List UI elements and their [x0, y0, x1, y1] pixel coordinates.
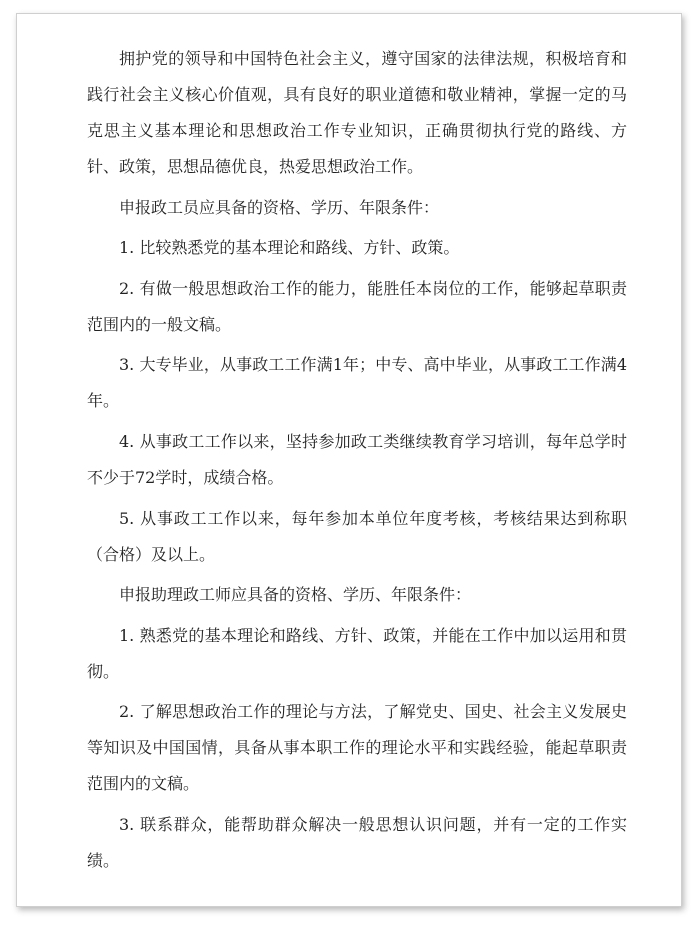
list-item: 5. 从事政工工作以来，每年参加本单位年度考核，考核结果达到称职（合格）及以上。 [87, 508, 627, 564]
document-body [87, 41, 627, 884]
paragraph-intro: 拥护党的领导和中国特色社会主义，遵守国家的法律法规，积极培育和践行社会主义核心价值观，具有良好的职业道德和敬业精神，掌握一定的马克思主义基本理论和思想政治工作专业知识，正确贯彻执行党的路线、方针、政策，思想品德优良，热爱思想政治工作。 [87, 49, 627, 176]
list-item: 1. 熟悉党的基本理论和路线、方针、政策，并能在工作中加以运用和贯彻。 [87, 625, 627, 681]
heading-assistant-zhenggongshi-requirements: 申报助理政工师应具备的资格、学历、年限条件： [119, 585, 472, 605]
list-item: 3. 大专毕业，从事政工工作满1年；中专、高中毕业，从事政工工作满4年。 [87, 355, 627, 411]
list-item: 3. 联系群众，能帮助群众解决一般思想认识问题，并有一定的工作实绩。 [87, 814, 627, 870]
list-item: 1. 比较熟悉党的基本理论和路线、方针、政策。 [119, 238, 460, 258]
heading-zhenggongyuan-requirements: 申报政工员应具备的资格、学历、年限条件： [119, 197, 440, 217]
document-page [16, 13, 682, 907]
list-item: 2. 了解思想政治工作的理论与方法，了解党史、国史、社会主义发展史等知识及中国国情，具备从事本职工作的理论水平和实践经验，能起草职责范围内的文稿。 [87, 702, 627, 794]
list-item: 2. 有做一般思想政治工作的能力，能胜任本岗位的工作，能够起草职责范围内的一般文稿。 [87, 278, 627, 334]
list-item: 4. 从事政工工作以来，坚持参加政工类继续教育学习培训，每年总学时不少于72学时，成绩合格。 [87, 431, 627, 487]
